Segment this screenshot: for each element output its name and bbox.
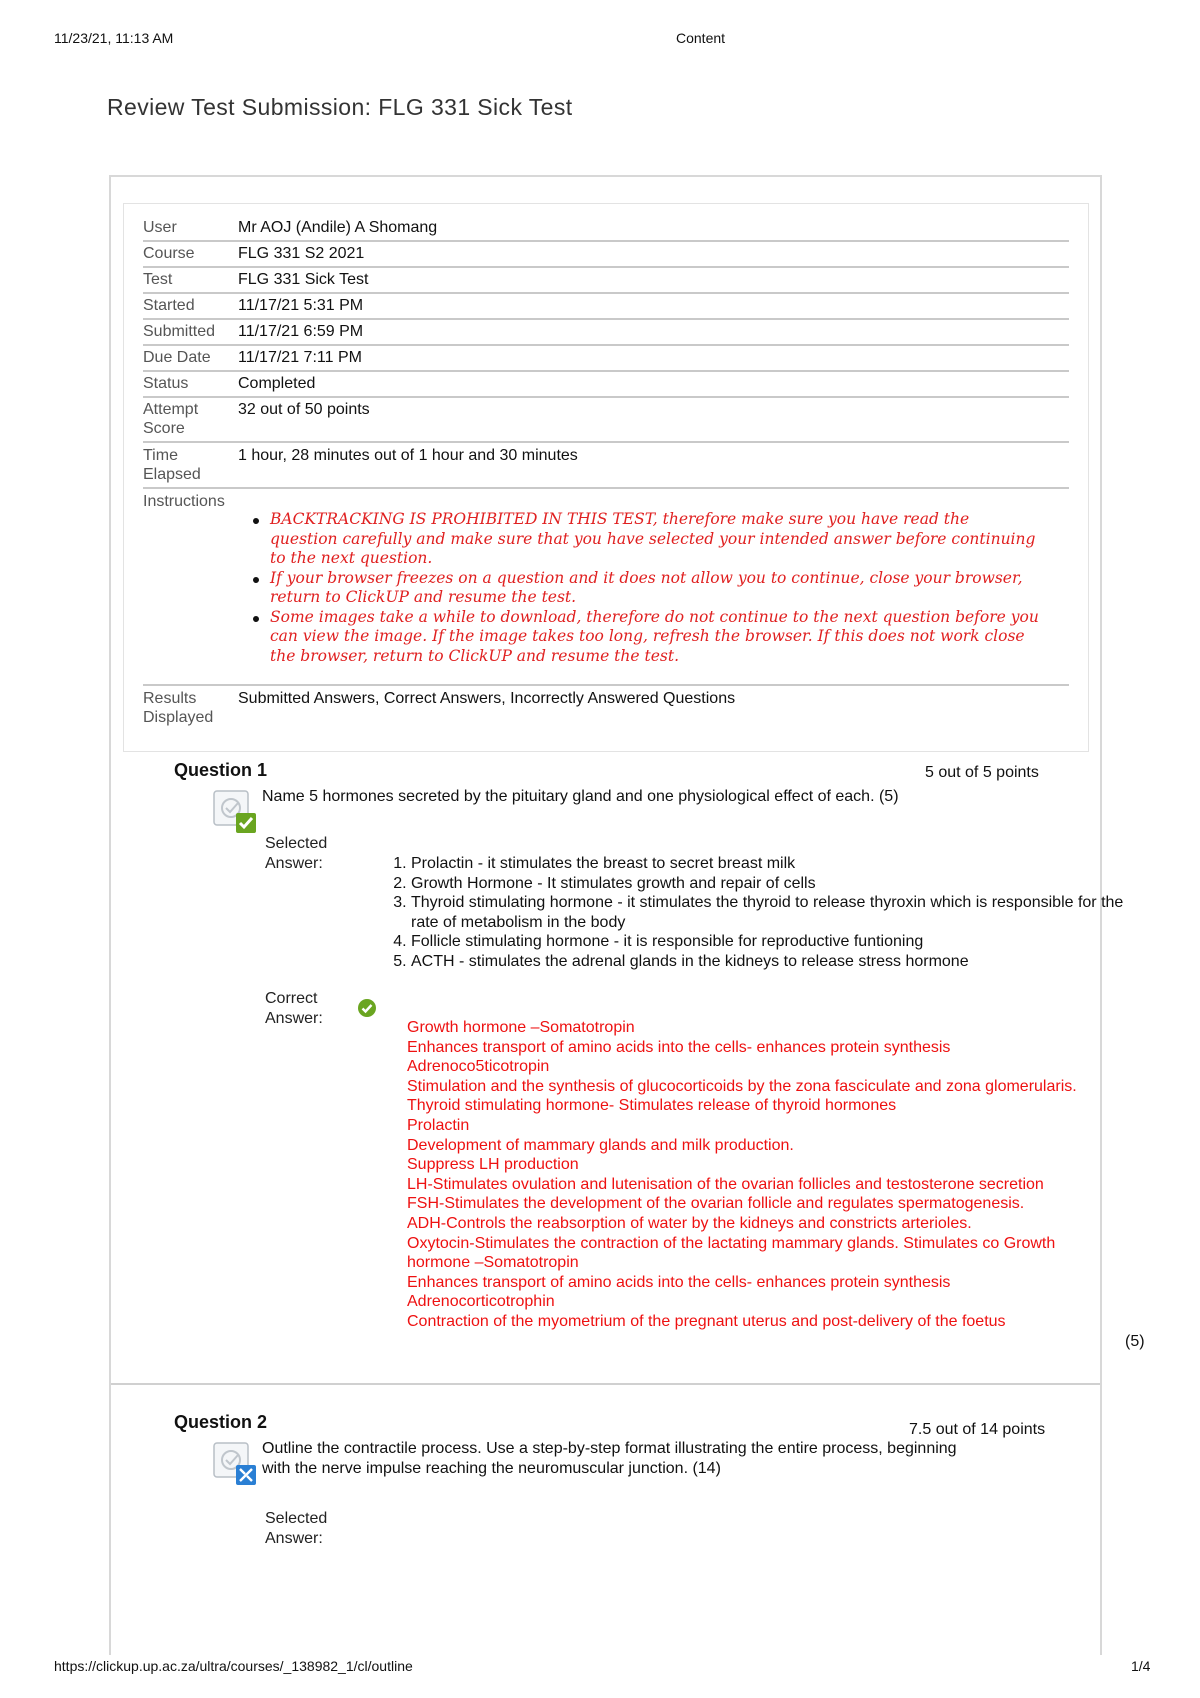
- list-item: 1. Prolactin - it stimulates the breast to secret breast milk: [411, 854, 1151, 874]
- selected-answer-label: [265, 1509, 327, 1548]
- question-2-title: Question 2: [174, 1412, 268, 1432]
- instruction-line: BACKTRACKING IS PROHIBITED IN THIS TEST, therefore make sure you have read the: [270, 510, 970, 528]
- info-label-line: Score: [143, 420, 185, 437]
- info-label-line: Elapsed: [143, 466, 201, 483]
- info-row-due-date: [143, 348, 1069, 372]
- info-value-user: Mr AOJ (Andile) A Shomang: [238, 219, 438, 236]
- correct-answer-line: LH-Stimulates ovulation and lutenisation of the ovarian follicles and testosterone secretion: [407, 1175, 1044, 1193]
- info-row-user: [143, 218, 1069, 242]
- correct-answer-line: Prolactin: [407, 1116, 470, 1134]
- list-item: 5. ACTH - stimulates the adrenal glands in the kidneys to release stress hormone: [411, 952, 1151, 972]
- correct-answer-line: hormone –Somatotropin: [407, 1254, 579, 1272]
- correct-answer-label: [265, 989, 323, 1028]
- instruction-line: can view the image. If the image takes too long, refresh the browser. If this does not work close: [270, 627, 1025, 645]
- info-row-status: [143, 374, 1069, 398]
- info-value-results-displayed: Submitted Answers, Correct Answers, Incorrectly Answered Questions: [238, 690, 736, 707]
- question-1-points: 5 out of 5 points: [925, 764, 1039, 781]
- info-value-status: Completed: [238, 375, 316, 392]
- info-label: User: [143, 219, 177, 236]
- info-label-line: Displayed: [143, 709, 214, 726]
- info-value-test: FLG 331 Sick Test: [238, 271, 369, 288]
- correct-answer-line: Growth hormone –Somatotropin: [407, 1019, 635, 1036]
- info-label: Test: [143, 271, 173, 288]
- correct-answer-line: Oxytocin-Stimulates the contraction of the lactating mammary glands. Stimulates co Growth: [407, 1234, 1056, 1252]
- question-1-title: Question 1: [174, 760, 268, 780]
- info-label: Submitted: [143, 323, 216, 340]
- info-value-attempt-score: 32 out of 50 points: [238, 401, 370, 418]
- info-label: [143, 689, 233, 727]
- info-value-due-date: 11/17/21 7:11 PM: [238, 349, 362, 366]
- correct-answer-text: [407, 1018, 1147, 1332]
- selected-answer-list: [391, 854, 1151, 971]
- label-line: Selected: [265, 835, 328, 852]
- info-label: Instructions: [143, 493, 225, 510]
- correct-answer-line: Stimulation and the synthesis of glucocorticoids by the zona fasciculate and zona glomerularis.: [407, 1077, 1077, 1095]
- info-value-started: 11/17/21 5:31 PM: [238, 297, 364, 314]
- question-text-line: with the nerve impulse reaching the neuromuscular junction. (14): [262, 1459, 721, 1477]
- check-circle-icon: [358, 999, 376, 1017]
- correct-answer-line: Adrenoco5ticotropin: [407, 1058, 550, 1076]
- label-line: Selected: [265, 1510, 328, 1527]
- correct-question-icon: [212, 789, 258, 835]
- instruction-item: [270, 608, 1070, 667]
- question-2-text: [262, 1439, 957, 1478]
- correct-answer-line: Development of mammary glands and milk production.: [407, 1136, 794, 1154]
- correct-answer-line: FSH-Stimulates the development of the ovarian follicle and regulates spermatogenesis.: [407, 1195, 1025, 1213]
- info-label-line: Results: [143, 690, 197, 707]
- list-item: 2. Growth Hormone - It stimulates growth and repair of cells: [411, 874, 1151, 894]
- info-value-time-elapsed: 1 hour, 28 minutes out of 1 hour and 30 minutes: [238, 447, 578, 464]
- info-label: [143, 400, 233, 438]
- print-page-number: 1/4: [1131, 1658, 1151, 1674]
- info-row-started: [143, 296, 1069, 320]
- print-datetime: 11/23/21, 11:13 AM: [54, 30, 174, 46]
- label-line: Answer:: [265, 1009, 323, 1027]
- info-label: Started: [143, 297, 195, 314]
- label-line: Answer:: [265, 1529, 323, 1547]
- info-row-results-displayed: [143, 689, 1069, 735]
- correct-answer-line: Thyroid stimulating hormone- Stimulates release of thyroid hormones: [407, 1097, 897, 1115]
- question-text-line: Outline the contractile process. Use a step-by-step format illustrating the entire process, beginning: [262, 1440, 957, 1457]
- info-label: Due Date: [143, 349, 211, 366]
- correct-answer-line: Enhances transport of amino acids into the cells- enhances protein synthesis: [407, 1038, 951, 1056]
- partial-credit-question-icon: [212, 1441, 258, 1487]
- instructions-list: [270, 510, 1070, 666]
- question-2-points: 7.5 out of 14 points: [909, 1421, 1046, 1438]
- label-line: Answer:: [265, 854, 323, 872]
- info-row-test: [143, 270, 1069, 294]
- info-value-course: FLG 331 S2 2021: [238, 245, 365, 262]
- correct-answer-line: Contraction of the myometrium of the pregnant uterus and post-delivery of the foetus: [407, 1312, 1006, 1330]
- selected-answer-label: [265, 834, 327, 873]
- list-item: 3. Thyroid stimulating hormone - it stimulates the thyroid to release thyroxin which is responsible for the rate of metabolism in the body: [411, 893, 1151, 932]
- instruction-line: If your browser freezes on a question and it does not allow you to continue, close your browser,: [270, 568, 1023, 587]
- instruction-item: [270, 510, 1070, 569]
- info-label-line: Attempt: [143, 401, 199, 418]
- instruction-line: to the next question.: [270, 549, 433, 567]
- instruction-line: the browser, return to ClickUP and resume the test.: [270, 646, 680, 665]
- instruction-line: return to ClickUP and resume the test.: [270, 588, 577, 606]
- info-label: Status: [143, 375, 189, 392]
- correct-answer-line: ADH-Controls the reabsorption of water by the kidneys and constricts arterioles.: [407, 1214, 972, 1232]
- instruction-item: [270, 569, 1070, 608]
- correct-answer-line: Suppress LH production: [407, 1156, 579, 1174]
- page-title: Review Test Submission: FLG 331 Sick Test: [107, 94, 573, 120]
- info-label: [143, 446, 233, 484]
- label-line: Correct: [265, 990, 318, 1007]
- info-row-course: [143, 244, 1069, 268]
- correct-answer-line: Adrenocorticotrophin: [407, 1293, 555, 1311]
- info-row-time-elapsed: [143, 446, 1069, 489]
- print-footer-url[interactable]: https://clickup.up.ac.za/ultra/courses/_138982_1/cl/outline: [54, 1658, 413, 1674]
- info-label-line: Time: [143, 447, 178, 464]
- question-1-text: Name 5 hormones secreted by the pituitary gland and one physiological effect of each. (5): [262, 788, 899, 805]
- info-row-attempt-score: [143, 400, 1069, 443]
- instruction-line: Some images take a while to download, therefore do not continue to the next question before you: [270, 607, 1039, 626]
- instruction-line: question carefully and make sure that you have selected your intended answer before continuing: [270, 529, 1036, 548]
- info-value-submitted: 11/17/21 6:59 PM: [238, 323, 364, 340]
- question-1-mark: (5): [1125, 1333, 1145, 1350]
- question-divider: [111, 1383, 1100, 1385]
- correct-answer-line: Enhances transport of amino acids into the cells- enhances protein synthesis: [407, 1273, 951, 1291]
- info-label: Course: [143, 245, 195, 262]
- print-header-title: Content: [676, 30, 726, 46]
- list-item: 4. Follicle stimulating hormone - it is responsible for reproductive funtioning: [411, 932, 1151, 952]
- info-row-submitted: [143, 322, 1069, 346]
